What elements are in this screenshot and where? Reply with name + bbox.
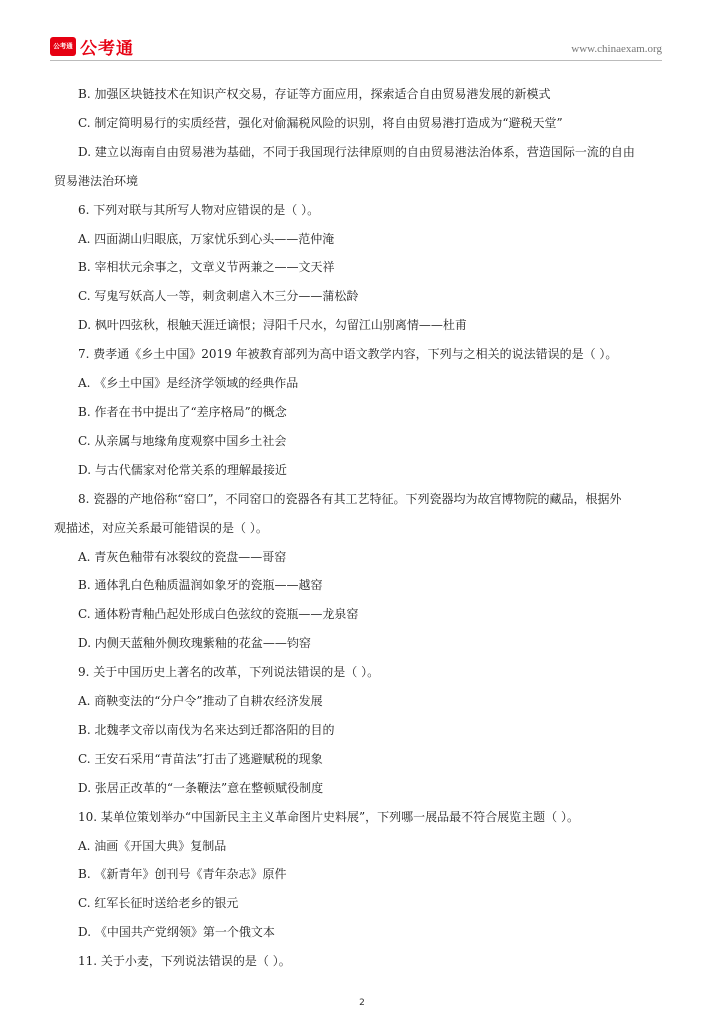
text-line: 7. 费孝通《乡土中国》2019 年被教育部列为高中语文教学内容，下列与之相关的说法错误的是（ ）。 <box>78 347 618 362</box>
page-number: 2 <box>359 998 365 1008</box>
text-line: A. 油画《开国大典》复制品 <box>78 838 227 853</box>
page-header <box>50 32 662 62</box>
text-line: B. 《新青年》创刊号《青年杂志》原件 <box>78 867 287 882</box>
header-divider <box>50 60 662 61</box>
text-line: D. 内侧天蓝釉外侧玫瑰紫釉的花盆——钧窑 <box>78 636 311 651</box>
text-line: A. 青灰色釉带有冰裂纹的瓷盘——哥窑 <box>78 549 287 564</box>
text-line: 11. 关于小麦，下列说法错误的是（ ）。 <box>78 954 291 969</box>
text-line: C. 红军长征时送给老乡的银元 <box>78 896 239 911</box>
text-line: A. 《乡土中国》是经济学领域的经典作品 <box>78 376 299 391</box>
text-line: 9. 关于中国历史上著名的改革，下列说法错误的是（ ）。 <box>78 665 380 680</box>
text-line: 10. 某单位策划举办“中国新民主主义革命图片史料展”，下列哪一展品最不符合展览主题（ ）。 <box>78 809 579 824</box>
text-line: B. 北魏孝文帝以南伐为名来达到迁都洛阳的目的 <box>78 722 335 737</box>
text-line: D. 张居正改革的“一条鞭法”意在整顿赋役制度 <box>78 780 324 795</box>
text-line: A. 商鞅变法的“分户令”推动了自耕农经济发展 <box>78 694 323 709</box>
text-line: A. 四面湖山归眼底，万家忧乐到心头——范仲淹 <box>78 231 335 246</box>
logo-badge: 公考通 <box>50 37 76 56</box>
text-line-continuation: 观描述，对应关系最可能错误的是（ ）。 <box>54 520 268 535</box>
text-line: D. 《中国共产党纲领》第一个俄文本 <box>78 925 275 940</box>
text-line: B. 宰相状元余事之，文章义节两兼之——文天祥 <box>78 260 335 275</box>
document-body <box>54 80 668 976</box>
text-line-continuation: 贸易港法治环境 <box>54 173 139 188</box>
text-line: B. 作者在书中提出了“差序格局”的概念 <box>78 404 287 419</box>
text-line: C. 通体粉青釉凸起处形成白色弦纹的瓷瓶——龙泉窑 <box>78 607 359 622</box>
text-line: B. 加强区块链技术在知识产权交易，存证等方面应用，探索适合自由贸易港发展的新模式 <box>78 87 551 101</box>
text-line: 6. 下列对联与其所写人物对应错误的是（ ）。 <box>78 202 320 217</box>
text-line: 8. 瓷器的产地俗称“窑口”，不同窑口的瓷器各有其工艺特征。下列瓷器均为故宫博物院的藏品，根据外 <box>78 491 622 506</box>
site-url: www.chinaexam.org <box>571 43 662 55</box>
text-line: D. 与古代儒家对伦常关系的理解最接近 <box>78 462 287 477</box>
text-line: D. 建立以海南自由贸易港为基础，不同于我国现行法律原则的自由贸易港法治体系，营造国际一流的自由 <box>78 144 635 159</box>
text-line: C. 王安石采用“青苗法”打击了逃避赋税的现象 <box>78 751 323 766</box>
text-line: C. 从亲属与地缘角度观察中国乡土社会 <box>78 433 287 448</box>
logo-text: 公考通 <box>80 39 134 59</box>
text-line: C. 写鬼写妖高人一等，刺贪刺虐入木三分——蒲松龄 <box>78 289 359 304</box>
text-line: B. 通体乳白色釉质温润如象牙的瓷瓶——越窑 <box>78 578 323 593</box>
text-line: C. 制定简明易行的实质经营，强化对偷漏税风险的识别，将自由贸易港打造成为“避税天堂” <box>78 115 563 130</box>
logo <box>50 34 134 59</box>
text-line: D. 枫叶四弦秋，根触天涯迁谪恨；浔阳千尺水，勾留江山别离情——杜甫 <box>78 318 467 333</box>
